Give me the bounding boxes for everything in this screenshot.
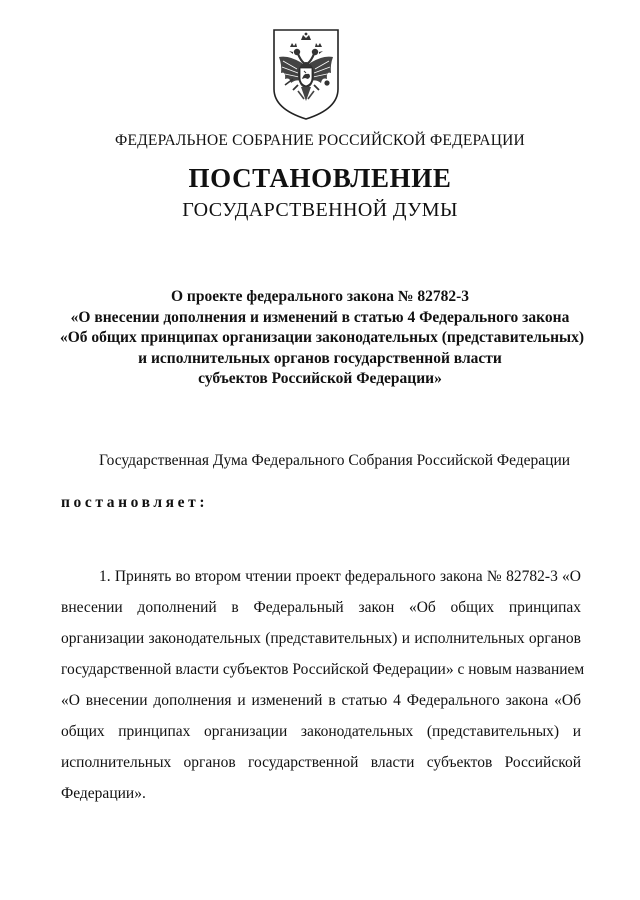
paragraph-line: внесении дополнений в Федеральный закон «Об общих принципах <box>61 599 581 616</box>
decrees-word: постановляет: <box>61 494 209 511</box>
paragraph-1 <box>61 561 585 809</box>
subject-line: и исполнительных органов государственной власти <box>138 349 502 367</box>
paragraph-line: государственной власти субъектов Российской Федерации» с новым названием <box>61 661 585 678</box>
issuing-body-title: ГОСУДАРСТВЕННОЙ ДУМЫ <box>182 199 458 221</box>
paragraph-line: общих принципах организации законодательных (представительных) и <box>61 723 581 740</box>
organization-name: ФЕДЕРАЛЬНОЕ СОБРАНИЕ РОССИЙСКОЙ ФЕДЕРАЦИИ <box>115 132 525 149</box>
russian-coat-of-arms-icon <box>271 27 341 121</box>
paragraph-line: Федерации». <box>61 785 146 802</box>
subject-line: субъектов Российской Федерации» <box>198 370 442 387</box>
paragraph-line: исполнительных органов государственной власти субъектов Российской <box>61 754 581 771</box>
paragraph-line: «О внесении дополнения и изменений в статью 4 Федерального закона «Об <box>61 692 581 709</box>
preamble-text: Государственная Дума Федерального Собрания Российской Федерации <box>99 452 571 469</box>
subject-line: «О внесении дополнения и изменений в статью 4 Федерального закона <box>70 308 570 326</box>
document-type-title: ПОСТАНОВЛЕНИЕ <box>188 163 452 193</box>
subject-line: «Об общих принципах организации законодательных (представительных) <box>60 329 585 346</box>
paragraph-line: 1. Принять во втором чтении проект федерального закона № 82782-3 «О <box>99 568 581 585</box>
document-subject <box>60 287 585 390</box>
paragraph-line: организации законодательных (представительных) и исполнительных органов <box>61 630 581 647</box>
subject-line: О проекте федерального закона № 82782-3 <box>170 288 469 305</box>
